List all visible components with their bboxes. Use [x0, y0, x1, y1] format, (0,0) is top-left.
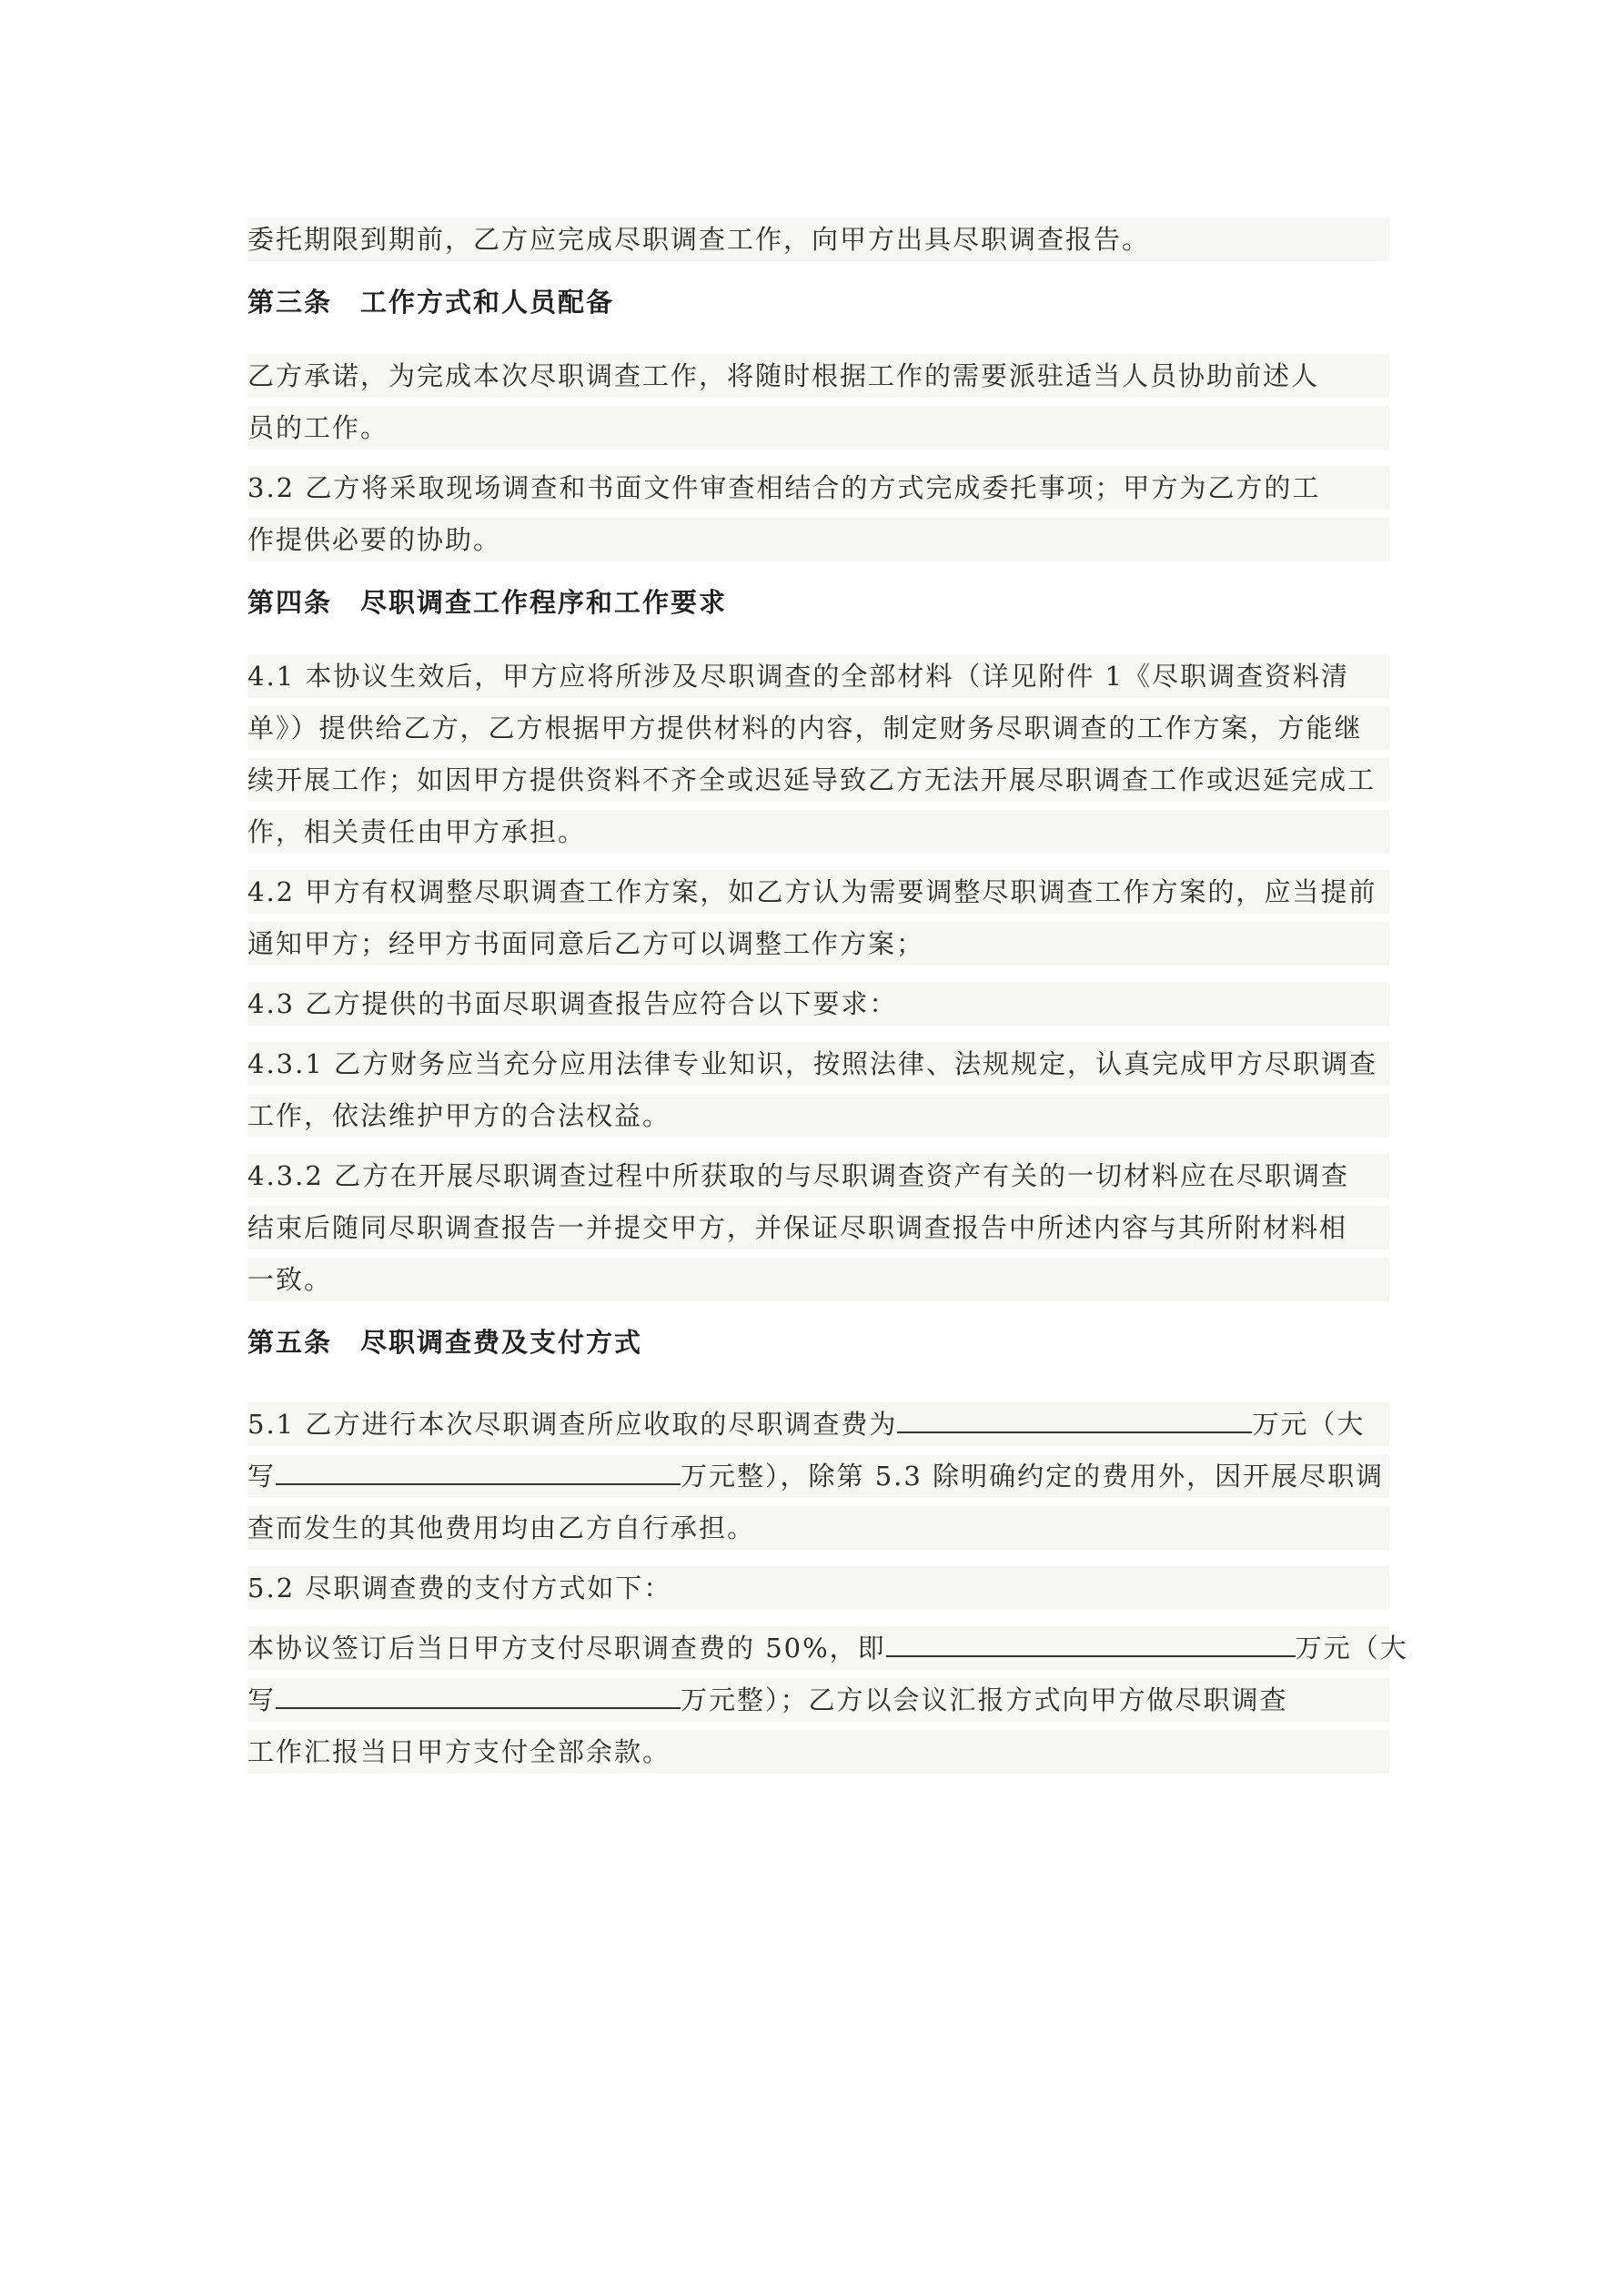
paragraph-line: 通知甲方；经甲方书面同意后乙方可以调整工作方案； — [247, 922, 1389, 966]
paragraph-line: 单》）提供给乙方，乙方根据甲方提供材料的内容，制定财务尽职调查的工作方案，方能继 — [247, 706, 1389, 750]
paragraph-line: 作，相关责任由甲方承担。 — [247, 810, 1389, 854]
payment-uppercase-blank[interactable] — [276, 1682, 681, 1709]
paragraph — [247, 1154, 1389, 1301]
paragraph-line: 3.2 乙方将采取现场调查和书面文件审查相结合的方式完成委托事项；甲方为乙方的工 — [247, 466, 1389, 510]
paragraph-line: 结束后随同尽职调查报告一并提交甲方，并保证尽职调查报告中所述内容与其所附材料相 — [247, 1206, 1389, 1249]
clause-5-2-payment: 本协议签订后当日甲方支付尽职调查费的 50%，即 万元（大 写 万元整）；乙方以会议汇报方式向甲方做尽职调查 工作汇报当日甲方支付全部余款。 — [247, 1626, 1389, 1774]
fee-section — [247, 1394, 1408, 1790]
paragraph-line: 4.3.2 乙方在开展尽职调查过程中所获取的与尽职调查资产有关的一切材料应在尽职调查 — [247, 1154, 1389, 1198]
paragraph — [247, 982, 1389, 1026]
paragraph-line: 员的工作。 — [247, 406, 1389, 450]
document-page — [247, 209, 1389, 1394]
paragraph-line: 4.3.1 乙方财务应当充分应用法律专业知识，按照法律、法规规定，认真完成甲方尽职调查 — [247, 1042, 1389, 1086]
section-heading: 第五条 尽职调查费及支付方式 — [247, 1327, 643, 1358]
paragraph — [247, 1042, 1389, 1138]
paragraph-line: 4.1 本协议生效后，甲方应将所涉及尽职调查的全部材料（详见附件 1《尽职调查资料清 — [247, 654, 1389, 698]
paragraph-line: 一致。 — [247, 1258, 1389, 1301]
amount-blank[interactable] — [897, 1406, 1252, 1433]
paragraph-line: 乙方承诺，为完成本次尽职调查工作，将随时根据工作的需要派驻适当人员协助前述人 — [247, 354, 1389, 398]
amount-uppercase-blank[interactable] — [276, 1458, 681, 1485]
section-heading: 第四条 尽职调查工作程序和工作要求 — [247, 587, 728, 618]
clause-5-1-text: 5.1 乙方进行本次尽职调查所应收取的尽职调查费为 — [247, 1409, 898, 1440]
paragraph-line: 委托期限到期前，乙方应完成尽职调查工作，向甲方出具尽职调查报告。 — [247, 217, 1389, 261]
paragraph-line: 4.3 乙方提供的书面尽职调查报告应符合以下要求： — [247, 982, 1389, 1026]
payment-amount-blank[interactable] — [886, 1630, 1296, 1657]
paragraph-line: 作提供必要的协助。 — [247, 518, 1389, 561]
paragraph-line: 4.2 甲方有权调整尽职调查工作方案，如乙方认为需要调整尽职调查工作方案的，应当提前 — [247, 870, 1389, 914]
paragraph-line: 续开展工作；如因甲方提供资料不齐全或迟延导致乙方无法开展尽职调查工作或迟延完成工 — [247, 758, 1389, 802]
paragraph-line: 工作，依法维护甲方的合法权益。 — [247, 1094, 1389, 1138]
paragraph — [247, 654, 1389, 854]
paragraph — [247, 466, 1389, 561]
clause-5-1: 5.1 乙方进行本次尽职调查所应收取的尽职调查费为 万元（大 写 万元整），除第 5.3 除明确约定的费用外，因开展尽职调 查而发生的其他费用均由乙方自行承担。 — [247, 1402, 1389, 1550]
section-heading: 第三条 工作方式和人员配备 — [247, 287, 615, 318]
paragraph — [247, 217, 1389, 261]
clause-5-2: 5.2 尽职调查费的支付方式如下： — [247, 1566, 1389, 1610]
paragraph — [247, 870, 1389, 966]
paragraph — [247, 354, 1389, 450]
